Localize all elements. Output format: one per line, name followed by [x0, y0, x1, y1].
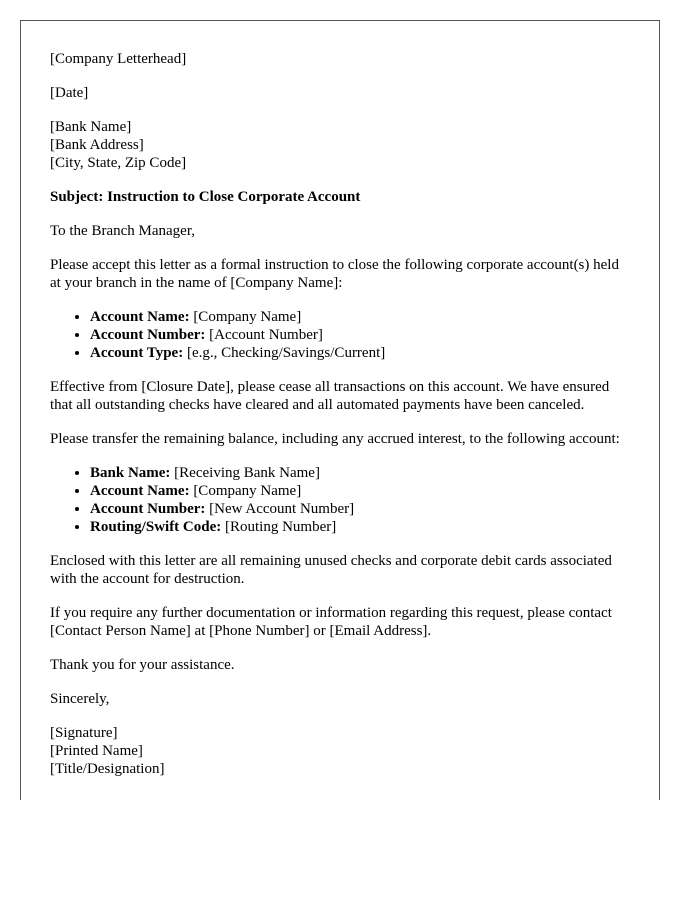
effective-paragraph: Effective from [Closure Date], please cease all transactions on this account. We have ensured that all outstanding checks have cleared and all automated payments have been canceled.: [50, 379, 610, 413]
detail-label: Routing/Swift Code:: [90, 519, 222, 535]
detail-value: [e.g., Checking/Savings/Current]: [183, 345, 386, 361]
detail-label: Account Number:: [90, 501, 206, 517]
recipient-address: [50, 118, 630, 172]
list-item: [90, 518, 630, 536]
detail-value: [Routing Number]: [221, 519, 337, 535]
printed-name: [Printed Name]: [50, 743, 143, 759]
list-item: [90, 464, 630, 482]
detail-value: [Company Name]: [189, 309, 302, 325]
detail-value: [Receiving Bank Name]: [170, 465, 320, 481]
contact-paragraph: If you require any further documentation or information regarding this request, please contact [Contact Person Name] at [Phone Number] or [Email Address].: [50, 605, 612, 639]
thanks-line: Thank you for your assistance.: [50, 657, 235, 673]
bank-address: [Bank Address]: [50, 137, 144, 153]
account-details-list: [50, 308, 630, 362]
detail-label: Account Number:: [90, 327, 206, 343]
list-item: [90, 500, 630, 518]
detail-label: Account Name:: [90, 309, 190, 325]
letterhead: [Company Letterhead]: [50, 51, 187, 67]
letter-body: [50, 50, 630, 794]
signature-placeholder: [Signature]: [50, 725, 118, 741]
letter-page: [20, 20, 660, 800]
detail-value: [Account Number]: [205, 327, 323, 343]
list-item: [90, 482, 630, 500]
signature-block: [50, 724, 630, 778]
detail-label: Bank Name:: [90, 465, 171, 481]
detail-value: [Company Name]: [189, 483, 302, 499]
letter-date: [Date]: [50, 85, 89, 101]
title-designation: [Title/Designation]: [50, 761, 165, 777]
list-item: [90, 308, 630, 326]
list-item: [90, 326, 630, 344]
bank-name: [Bank Name]: [50, 119, 132, 135]
intro-paragraph: Please accept this letter as a formal instruction to close the following corporate account(s) held at your branch in the name of [Company Name]:: [50, 257, 619, 291]
detail-label: Account Type:: [90, 345, 184, 361]
detail-value: [New Account Number]: [205, 501, 355, 517]
city-state-zip: [City, State, Zip Code]: [50, 155, 187, 171]
enclosed-paragraph: Enclosed with this letter are all remaining unused checks and corporate debit cards associated with the account for destruction.: [50, 553, 612, 587]
transfer-paragraph: Please transfer the remaining balance, including any accrued interest, to the following account:: [50, 431, 620, 447]
transfer-details-list: [50, 464, 630, 536]
subject-line: Subject: Instruction to Close Corporate Account: [50, 189, 361, 205]
salutation: To the Branch Manager,: [50, 223, 195, 239]
closing-line: Sincerely,: [50, 691, 110, 707]
detail-label: Account Name:: [90, 483, 190, 499]
list-item: [90, 344, 630, 362]
